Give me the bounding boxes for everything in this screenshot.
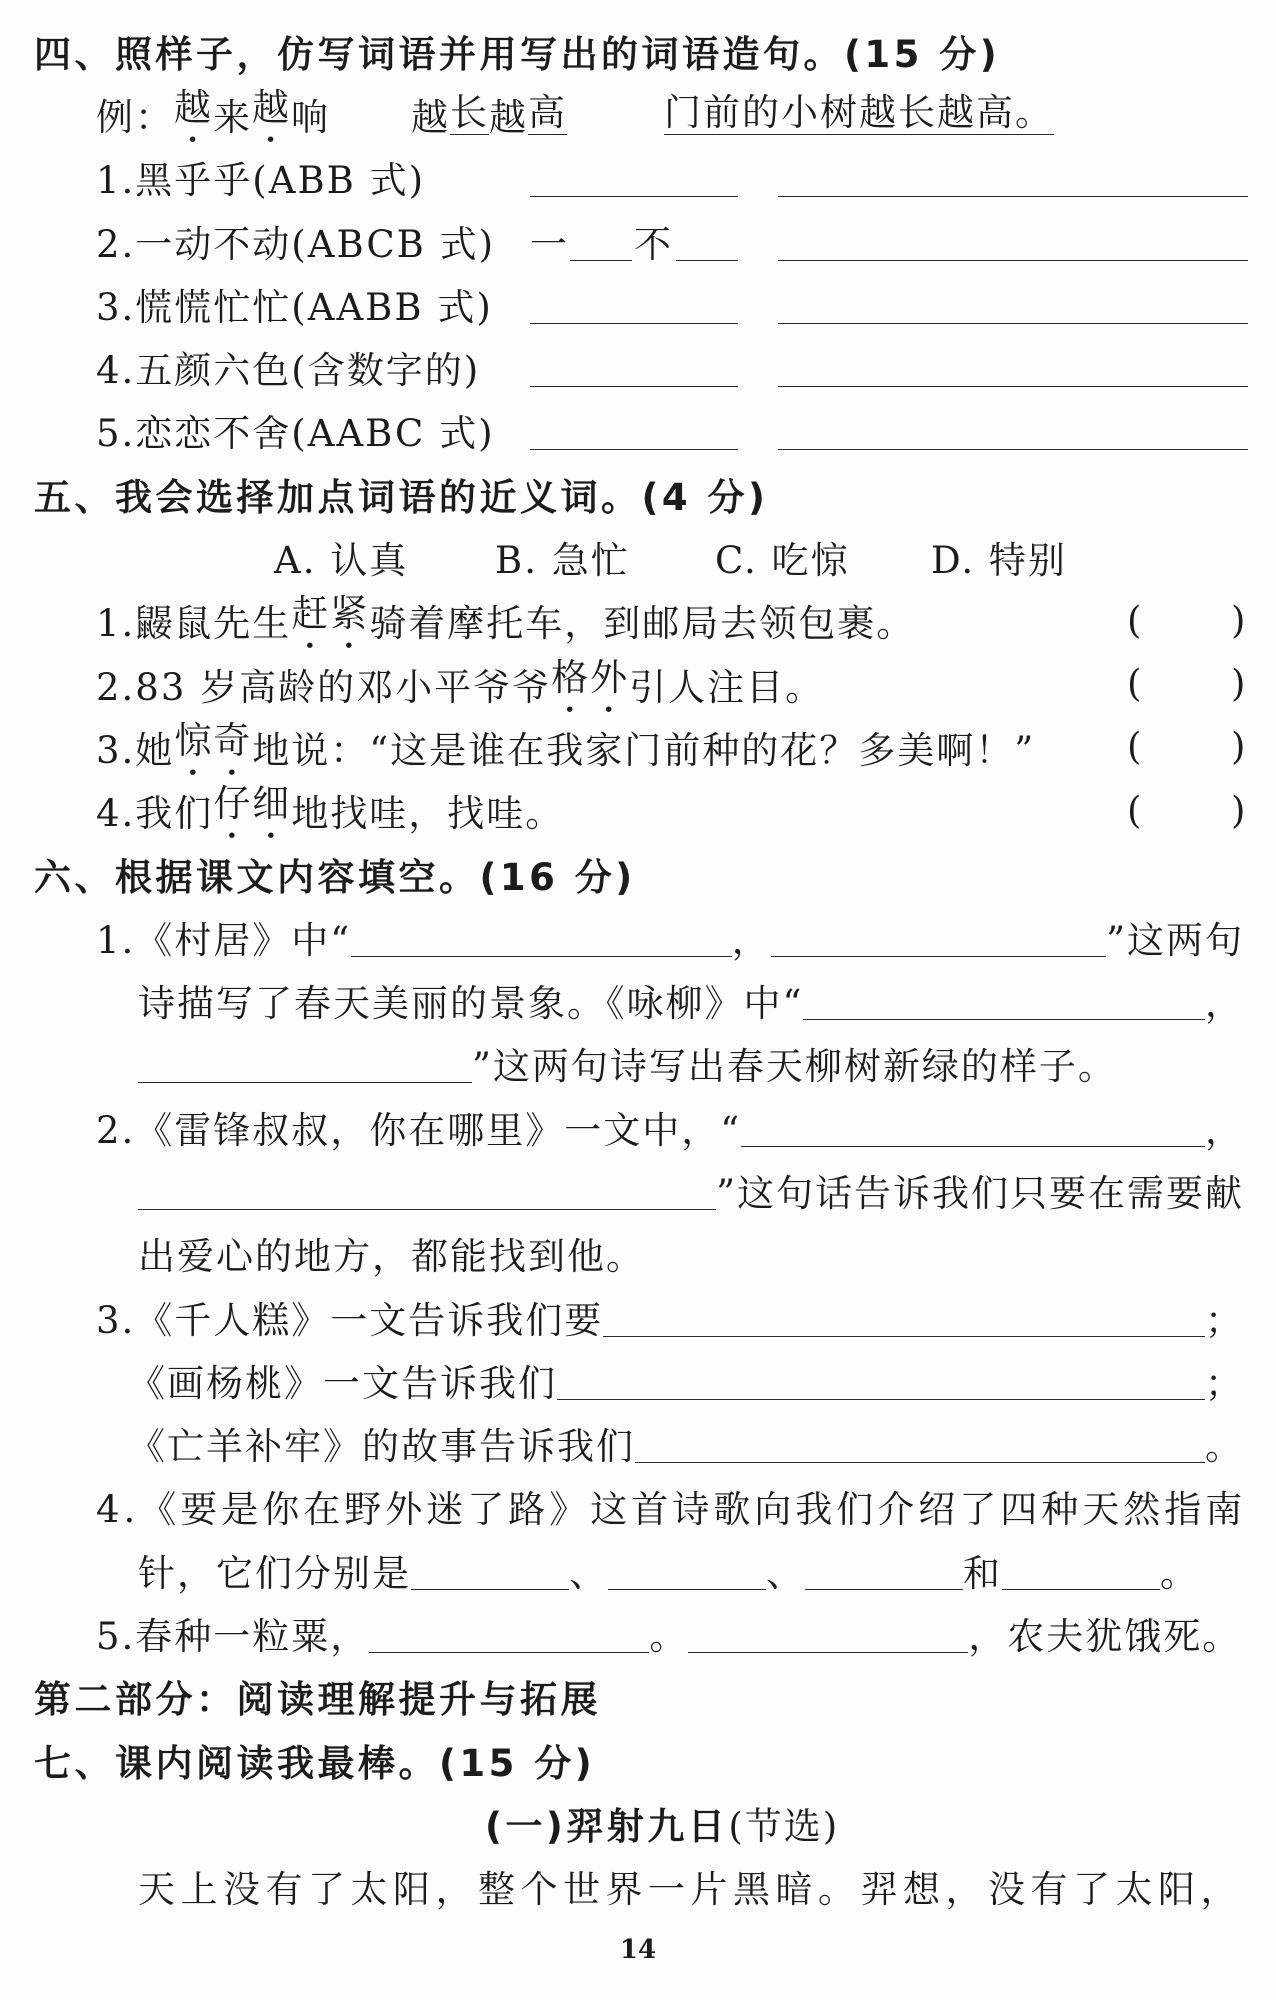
- fill-blank: [741, 1107, 1205, 1147]
- emphasized-word: 赶紧: [291, 592, 370, 636]
- item-prompt: 4.五颜六色(含数字的): [96, 349, 481, 393]
- example-pattern-char: 越: [489, 95, 528, 139]
- pattern-fixed-char: 一: [530, 222, 569, 266]
- answer-word-blank: [530, 284, 738, 324]
- answer-bracket-open: (: [1127, 788, 1144, 832]
- part-2-heading-text: 第二部分：阅读理解提升与拓展: [34, 1678, 601, 1722]
- answer-bracket-close: ): [1231, 725, 1248, 769]
- section-6-q2-line3: [0, 1222, 1276, 1285]
- q2-text: 2.《雷锋叔叔，你在哪里》一文中，“: [96, 1108, 742, 1152]
- passage-title-note: (节选): [728, 1804, 840, 1848]
- example-pattern-char: 越: [411, 95, 450, 139]
- passage-text: 天上没有了太阳，整个世界一片黑暗。羿想，没有了太阳，: [138, 1868, 1243, 1912]
- q2-punct: ，: [1205, 1108, 1244, 1152]
- item-prompt: 1.黑乎乎(ABB 式): [96, 159, 426, 203]
- answer-bracket-close: ): [1231, 662, 1248, 706]
- section-6-q3-line2: [0, 1348, 1276, 1411]
- fill-blank: [608, 1550, 766, 1590]
- q2-text: 出爱心的地方，都能找到他。: [138, 1235, 645, 1279]
- section-4-item: [0, 335, 1276, 398]
- q4-conjunction: 和: [963, 1551, 1002, 1595]
- section-4-heading-text: 四、照样子，仿写词语并用写出的词语造句。(15 分): [34, 32, 1001, 76]
- section-7-heading: [0, 1728, 1276, 1791]
- q4-punct: 。: [1160, 1551, 1199, 1595]
- q1-text: ”这两句诗写出春天柳树新绿的样子。: [472, 1045, 1117, 1089]
- q4-text: 4.《要是你在野外迷了路》这首诗歌向我们介绍了四种天然指南: [96, 1488, 1247, 1532]
- pattern-blank: [570, 221, 632, 261]
- q3-text: 3.《千人糕》一文告诉我们要: [96, 1298, 604, 1342]
- question-sentence: [96, 715, 1035, 778]
- q5-text: 5.春种一粒粟，: [96, 1615, 370, 1659]
- passage-title-row: [0, 1791, 1276, 1854]
- q3-text: 《画杨桃》一文告诉我们: [128, 1361, 557, 1405]
- section-5-item: [0, 715, 1276, 778]
- q1-text: ”这两句: [1106, 918, 1244, 962]
- fill-blank: [351, 917, 732, 957]
- part-2-heading: [0, 1665, 1276, 1728]
- q1-text: 1.《村居》中“: [96, 918, 352, 962]
- answer-bracket-close: ): [1231, 788, 1248, 832]
- option-c: C. 吃惊: [715, 539, 850, 583]
- section-6-q4-line2: [0, 1538, 1276, 1601]
- q3-text: 《亡羊补牢》的故事告诉我们: [128, 1425, 635, 1469]
- answer-word-blank: [530, 347, 738, 387]
- section-6-heading-text: 六、根据课文内容填空。(16 分): [34, 855, 636, 899]
- answer-word-blank: [530, 410, 738, 450]
- fill-blank: [557, 1360, 1205, 1400]
- emphasized-word: 格外: [551, 655, 630, 699]
- pattern-blank: [676, 221, 738, 261]
- sentence-after: 引人注目。: [629, 665, 825, 709]
- fill-blank: [369, 1613, 649, 1653]
- example-pattern-char-underlined: 长: [450, 91, 489, 135]
- section-6-q2-line2: [0, 1158, 1276, 1221]
- example-word-char: 越: [252, 85, 291, 129]
- answer-word-blank: [530, 157, 738, 197]
- example-word-char: 来: [213, 95, 252, 139]
- sentence-after: 地说：“这是谁在我家门前种的花？多美啊！”: [252, 728, 1036, 772]
- fill-blank: [805, 1550, 963, 1590]
- fill-blank: [635, 1423, 1205, 1463]
- option-a: A. 认真: [274, 539, 409, 583]
- q3-punct: ；: [1205, 1361, 1244, 1405]
- q4-text: 针，它们分别是: [138, 1551, 411, 1595]
- emphasized-word: 惊奇: [174, 718, 253, 762]
- q4-separator: 、: [569, 1551, 608, 1595]
- example-pattern-char-underlined: 高: [528, 91, 567, 135]
- example-label: 例：: [96, 95, 174, 139]
- section-5-heading: [0, 462, 1276, 525]
- answer-bracket-open: (: [1127, 725, 1144, 769]
- passage-text-line: [0, 1855, 1276, 1918]
- example-sentence-wrap: [664, 82, 1054, 145]
- section-4-item: [0, 146, 1276, 209]
- page-number-row: [0, 1918, 1276, 1981]
- q4-separator: 、: [766, 1551, 805, 1595]
- sentence-before: 2.83 岁高龄的邓小平爷爷: [96, 665, 552, 709]
- page-number: 14: [619, 1934, 657, 1965]
- example-word-char: 响: [291, 95, 330, 139]
- question-sentence: [96, 779, 564, 842]
- section-5-options: [0, 525, 1276, 588]
- fill-blank: [771, 917, 1106, 957]
- item-prompt: 2.一动不动(ABCB 式): [96, 222, 496, 266]
- section-5-heading-text: 五、我会选择加点词语的近义词。(4 分): [34, 475, 769, 519]
- section-4-item: [0, 272, 1276, 335]
- section-4-heading: [0, 19, 1276, 82]
- passage-title-wrap: [485, 1791, 839, 1854]
- section-5-item: [0, 589, 1276, 652]
- answer-bracket-open: (: [1127, 598, 1144, 642]
- section-4-item: [0, 399, 1276, 462]
- section-6-q3-line1: [0, 1285, 1276, 1348]
- q1-punct: ，: [1205, 982, 1244, 1026]
- answer-sentence-blank: [778, 347, 1248, 387]
- section-6-q2-line1: [0, 1095, 1276, 1158]
- section-5-item: [0, 652, 1276, 715]
- section-6-heading: [0, 842, 1276, 905]
- q1-text: 诗描写了春天美丽的景象。《咏柳》中“: [138, 982, 804, 1026]
- q1-punct: ，: [731, 918, 771, 962]
- section-4-example-row: [0, 82, 1276, 145]
- q3-punct: 。: [1205, 1425, 1244, 1469]
- sentence-after: 骑着摩托车，到邮局去领包裹。: [369, 602, 916, 646]
- section-6-q5: [0, 1601, 1276, 1664]
- answer-bracket-close: ): [1231, 598, 1248, 642]
- emphasized-word: 仔细: [213, 782, 292, 826]
- item-prompt: 3.慌慌忙忙(AABB 式): [96, 285, 493, 329]
- sentence-before: 4.我们: [96, 792, 214, 836]
- example-word-char: 越: [174, 85, 213, 129]
- fill-blank: [411, 1550, 569, 1590]
- question-sentence: [96, 589, 915, 652]
- sentence-after: 地找哇，找哇。: [291, 792, 565, 836]
- option-d: D. 特别: [931, 539, 1067, 583]
- q3-punct: ；: [1205, 1298, 1244, 1342]
- example-sentence: 门前的小树越长越高。: [664, 91, 1054, 135]
- section-6-q3-line3: [0, 1412, 1276, 1475]
- section-6-q1-line3: [0, 1032, 1276, 1095]
- fill-blank: [803, 980, 1205, 1020]
- sentence-before: 3.她: [96, 728, 175, 772]
- fill-blank: [138, 1043, 472, 1083]
- answer-sentence-blank: [778, 410, 1248, 450]
- fill-blank: [1002, 1550, 1160, 1590]
- section-6-q1-line2: [0, 968, 1276, 1031]
- section-4-item: [0, 209, 1276, 272]
- answer-sentence-blank: [778, 284, 1248, 324]
- section-6-q4-line1: [0, 1475, 1276, 1538]
- answer-sentence-blank: [778, 157, 1248, 197]
- item-prompt: 5.恋恋不舍(AABC 式): [96, 412, 495, 456]
- fill-blank: [688, 1613, 968, 1653]
- option-b: B. 急忙: [495, 539, 630, 583]
- pattern-fixed-char: 不: [634, 222, 673, 266]
- example-pattern-word: [411, 82, 567, 145]
- question-sentence: [96, 652, 824, 715]
- section-7-heading-text: 七、课内阅读我最棒。(15 分): [34, 1741, 596, 1785]
- q5-punct: 。: [649, 1615, 689, 1659]
- q5-text: ，农夫犹饿死。: [968, 1615, 1242, 1659]
- answer-sentence-blank: [778, 221, 1248, 261]
- fill-blank: [603, 1297, 1205, 1337]
- sentence-before: 1.鼹鼠先生: [96, 602, 292, 646]
- section-6-q1-line1: [0, 905, 1276, 968]
- passage-title: (一)羿射九日: [485, 1804, 729, 1848]
- fill-blank: [138, 1170, 716, 1210]
- section-5-item: [0, 779, 1276, 842]
- example-word: [174, 82, 330, 145]
- q2-text: ”这句话告诉我们只要在需要献: [716, 1171, 1244, 1215]
- answer-bracket-open: (: [1127, 662, 1144, 706]
